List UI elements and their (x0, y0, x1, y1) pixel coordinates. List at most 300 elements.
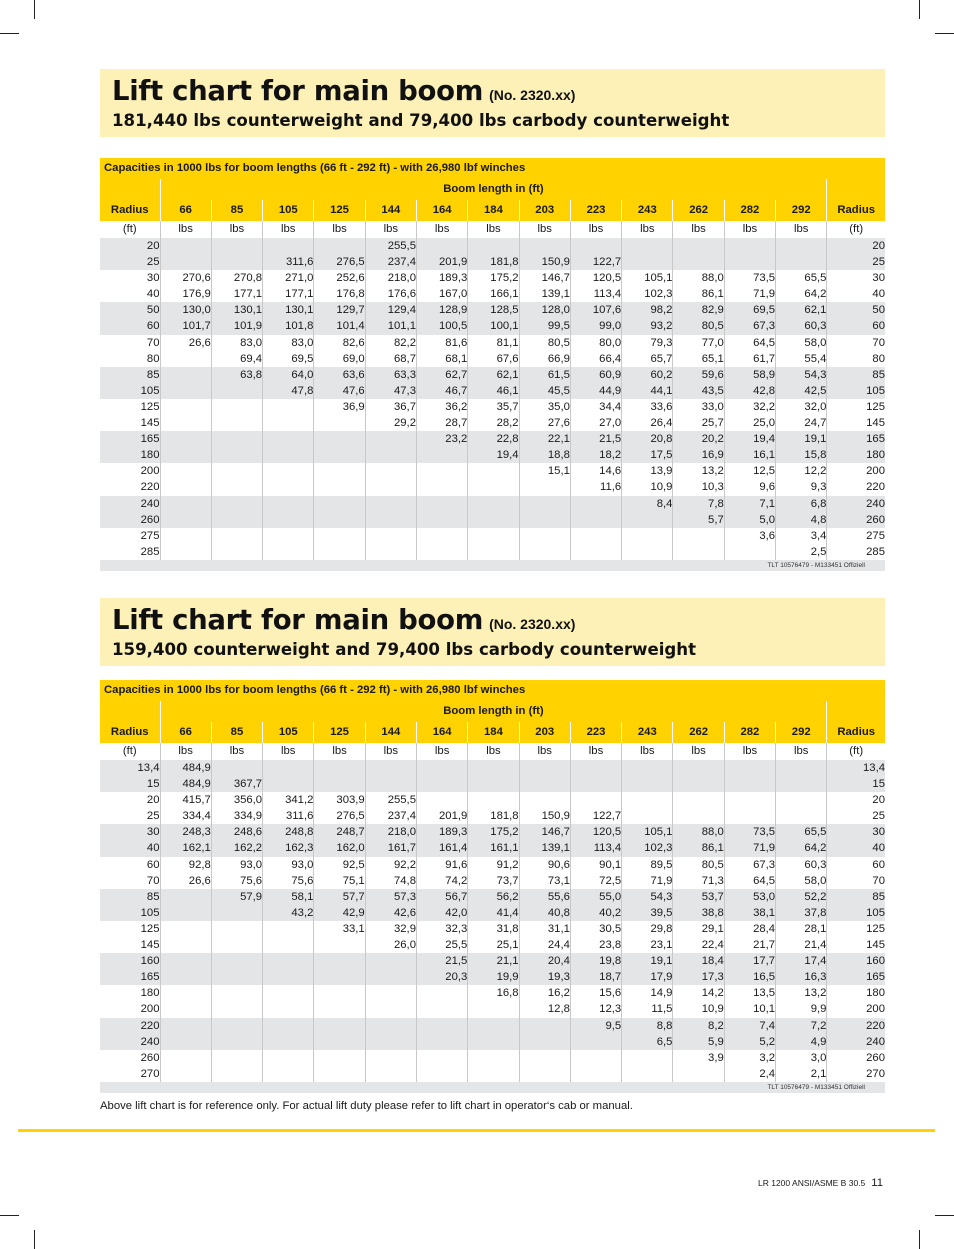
capacity-value (725, 792, 775, 808)
capacity-value (417, 496, 467, 512)
capacity-value (622, 544, 672, 560)
capacity-value (520, 1018, 570, 1034)
capacity-value: 71,3 (701, 874, 724, 887)
capacity-value: 311,6 (285, 256, 314, 269)
capacity-value (571, 496, 621, 512)
value-unit: lbs (160, 221, 211, 238)
capacity-value (212, 415, 262, 431)
capacity-cell (622, 528, 673, 560)
capacity-cell (314, 367, 365, 399)
radius-cell (827, 367, 885, 399)
capacity-value (263, 479, 313, 495)
divider-rule (18, 1129, 935, 1132)
capacity-value (161, 528, 211, 544)
capacity-cell (724, 496, 775, 528)
capacity-value (314, 415, 364, 431)
capacity-value: 19,8 (599, 955, 622, 968)
capacity-value (673, 808, 723, 824)
capacity-value: 83,0 (291, 336, 314, 349)
radius-value: 85 (146, 368, 160, 381)
capacity-value: 189,3 (439, 272, 468, 285)
capacity-cell (160, 302, 211, 334)
capacity-cell (673, 921, 724, 953)
capacity-value: 271,0 (285, 272, 314, 285)
capacity-value: 31,8 (496, 922, 519, 935)
boom-length-column-header: 144 (365, 200, 416, 221)
capacity-value: 36,7 (393, 400, 416, 413)
capacity-cell (724, 792, 775, 824)
capacity-value (673, 238, 723, 254)
radius-cell (827, 921, 885, 953)
capacity-value: 161,7 (387, 842, 416, 855)
capacity-cell (776, 335, 827, 367)
capacity-value: 3,0 (810, 1051, 827, 1064)
capacity-cell (314, 431, 365, 463)
capacity-cell (519, 270, 570, 302)
radius-value: 85 (146, 890, 160, 903)
capacity-value (725, 776, 775, 792)
table-row (100, 985, 885, 1017)
capacity-value (366, 969, 416, 985)
capacity-value (622, 792, 672, 808)
capacity-value: 19,9 (496, 971, 519, 984)
capacity-value: 5,0 (759, 513, 776, 526)
radius-cell (100, 921, 160, 953)
capacity-cell (160, 953, 211, 985)
table-row (100, 889, 885, 921)
capacity-cell (570, 1018, 621, 1050)
capacity-cell (776, 824, 827, 856)
capacity-value: 341,2 (285, 794, 314, 807)
capacity-cell (365, 238, 416, 270)
capacity-cell (570, 463, 621, 495)
capacity-value (263, 1018, 313, 1034)
capacity-cell (160, 760, 211, 792)
capacity-value: 52,2 (804, 890, 827, 903)
capacity-value: 86,1 (701, 288, 724, 301)
capacity-cell (673, 463, 724, 495)
capacity-value (571, 1066, 621, 1082)
capacity-value: 23,1 (650, 939, 673, 952)
capacity-value: 58,9 (753, 368, 776, 381)
capacity-value (161, 351, 211, 367)
capacity-value: 26,6 (188, 874, 211, 887)
capacity-cell (160, 1018, 211, 1050)
capacity-value (520, 1066, 570, 1082)
capacity-value (212, 544, 262, 560)
capacity-value: 57,7 (342, 890, 365, 903)
capacity-value (468, 1001, 518, 1017)
value-unit: lbs (570, 743, 621, 760)
capacity-value: 67,3 (753, 320, 776, 333)
capacity-value: 61,5 (547, 368, 570, 381)
capacity-value: 69,0 (342, 352, 365, 365)
radius-value: 180 (140, 987, 160, 1000)
radius-value: 40 (872, 842, 885, 855)
capacity-value: 32,9 (393, 922, 416, 935)
capacity-value: 146,7 (541, 826, 570, 839)
capacity-cell (570, 496, 621, 528)
boom-length-column-header: 282 (724, 200, 775, 221)
capacity-value: 43,5 (701, 384, 724, 397)
capacity-cell (263, 985, 314, 1017)
capacity-value (776, 760, 826, 776)
capacity-value (520, 792, 570, 808)
capacity-cell (211, 953, 262, 985)
capacity-cell (776, 302, 827, 334)
capacity-value (622, 1066, 672, 1082)
capacity-value: 86,1 (701, 842, 724, 855)
capacity-value (520, 528, 570, 544)
radius-cell (827, 760, 885, 792)
capacity-value (468, 1034, 518, 1050)
capacity-value: 484,9 (182, 762, 211, 774)
capacity-cell (673, 857, 724, 889)
capacity-value (366, 1050, 416, 1066)
capacity-cell (776, 985, 827, 1017)
capacity-value (263, 776, 313, 792)
capacity-cell (314, 1050, 365, 1082)
capacity-value: 237,4 (387, 256, 416, 269)
capacity-value (212, 905, 262, 921)
capacity-value (161, 383, 211, 399)
reference-note: Above lift chart is for reference only. For actual lift duty please refer to lift chart in operator‘s cab or manual. (100, 1100, 633, 1112)
capacity-value (263, 463, 313, 479)
capacity-value: 67,3 (753, 858, 776, 871)
capacity-value: 69,5 (291, 352, 314, 365)
capacity-table (100, 179, 885, 560)
capacity-value: 16,9 (701, 449, 724, 462)
capacity-cell (519, 824, 570, 856)
capacity-cell (622, 302, 673, 334)
capacity-value: 36,9 (342, 400, 365, 413)
capacity-cell (263, 792, 314, 824)
capacity-value: 122,7 (592, 256, 622, 269)
capacity-cell (416, 496, 467, 528)
radius-value: 20 (146, 794, 160, 807)
capacity-cell (724, 921, 775, 953)
capacity-value (366, 985, 416, 1001)
capacity-cell (160, 528, 211, 560)
capacity-value: 62,1 (496, 368, 519, 381)
capacity-value: 75,1 (342, 874, 365, 887)
capacity-value (776, 792, 826, 808)
capacity-value: 64,2 (804, 288, 827, 301)
radius-cell (827, 953, 885, 985)
capacity-value (673, 760, 723, 776)
capacity-cell (673, 792, 724, 824)
capacity-value: 23,8 (599, 939, 622, 952)
capacity-value: 40,8 (547, 906, 570, 919)
capacity-value (520, 479, 570, 495)
capacity-cell (570, 528, 621, 560)
radius-value: 60 (146, 858, 160, 871)
table-row (100, 1050, 885, 1082)
capacity-cell (416, 985, 467, 1017)
capacity-value: 42,0 (445, 906, 468, 919)
capacity-value (212, 447, 262, 463)
boom-length-column-header: 184 (468, 200, 519, 221)
capacity-value: 71,9 (753, 842, 776, 855)
capacity-value (366, 431, 416, 447)
capacity-cell (776, 463, 827, 495)
capacity-table (100, 701, 885, 1082)
capacity-value: 42,9 (342, 906, 365, 919)
capacity-value: 93,0 (291, 858, 314, 871)
capacity-value: 55,0 (599, 890, 622, 903)
radius-value: 105 (140, 384, 160, 397)
capacity-cell (468, 953, 519, 985)
radius-value: 30 (146, 826, 160, 839)
capacity-cell (673, 238, 724, 270)
capacity-value: 101,1 (387, 320, 416, 333)
capacity-value: 175,2 (490, 826, 519, 839)
capacity-value (725, 238, 775, 254)
capacity-cell (416, 367, 467, 399)
capacity-cell (468, 857, 519, 889)
capacity-cell (160, 889, 211, 921)
capacity-value (212, 528, 262, 544)
capacity-cell (263, 528, 314, 560)
capacity-value: 40,2 (599, 906, 622, 919)
radius-value: 200 (866, 1003, 885, 1016)
capacity-cell (365, 985, 416, 1017)
radius-cell (100, 824, 160, 856)
capacity-value: 54,3 (650, 890, 673, 903)
boom-length-column-header: 125 (314, 200, 365, 221)
capacity-value (161, 905, 211, 921)
capacity-value: 248,3 (182, 826, 211, 839)
capacity-value: 79,3 (650, 336, 673, 349)
capacity-value (673, 254, 723, 270)
capacity-value: 21,5 (599, 433, 622, 446)
table-row (100, 921, 885, 953)
capacity-value: 166,1 (490, 288, 519, 301)
capacity-value: 74,2 (445, 874, 468, 887)
capacity-value: 15,8 (804, 449, 827, 462)
capacity-value (161, 496, 211, 512)
capacity-value: 26,6 (188, 336, 211, 349)
radius-value: 200 (140, 1003, 160, 1016)
crop-mark (935, 1215, 954, 1216)
radius-unit: (ft) (100, 221, 160, 238)
capacity-cell (622, 335, 673, 367)
capacity-cell (314, 302, 365, 334)
capacity-cell (468, 367, 519, 399)
capacity-cell (160, 921, 211, 953)
radius-value: 70 (146, 874, 160, 887)
value-unit: lbs (724, 221, 775, 238)
capacity-cell (416, 857, 467, 889)
capacity-value (212, 1001, 262, 1017)
radius-value: 85 (872, 368, 885, 381)
radius-value: 200 (866, 465, 885, 478)
capacity-value (366, 953, 416, 969)
capacity-cell (622, 270, 673, 302)
capacity-value (314, 463, 364, 479)
capacity-value: 130,1 (285, 304, 314, 317)
capacity-value: 8,2 (708, 1019, 724, 1032)
capacity-cell (673, 431, 724, 463)
radius-cell (827, 399, 885, 431)
capacity-value (314, 1001, 364, 1017)
capacity-value (314, 238, 364, 254)
capacity-value: 10,9 (650, 481, 673, 494)
radius-cell (827, 824, 885, 856)
capacity-value: 18,7 (599, 971, 622, 984)
capacity-cell (314, 528, 365, 560)
boom-length-column-header: 125 (314, 722, 365, 743)
capacity-cell (673, 399, 724, 431)
capacity-value: 181,8 (490, 810, 519, 823)
capacity-value: 28,2 (496, 417, 519, 430)
capacity-value (212, 1066, 262, 1082)
capacity-value: 270,6 (182, 272, 211, 285)
value-unit: lbs (211, 743, 262, 760)
capacity-cell (365, 1050, 416, 1082)
capacity-cell (211, 1050, 262, 1082)
capacity-value (314, 985, 364, 1001)
capacity-cell (622, 792, 673, 824)
radius-value: 220 (140, 1019, 160, 1032)
table-row (100, 1018, 885, 1050)
capacity-value: 10,9 (701, 1003, 724, 1016)
capacity-cell (724, 463, 775, 495)
capacity-value: 201,9 (439, 810, 468, 823)
capacity-value: 17,3 (701, 971, 724, 984)
capacity-value: 71,9 (650, 874, 673, 887)
capacity-value: 25,1 (496, 939, 519, 952)
capacity-cell (468, 270, 519, 302)
radius-cell (827, 857, 885, 889)
capacity-value (212, 953, 262, 969)
capacity-cell (314, 335, 365, 367)
capacity-cell (519, 463, 570, 495)
capacity-cell (724, 399, 775, 431)
radius-value: 180 (866, 449, 885, 462)
capacity-value: 181,8 (490, 256, 519, 269)
capacity-value (161, 479, 211, 495)
crop-mark (919, 1230, 920, 1249)
radius-value: 275 (866, 529, 885, 542)
capacity-cell (570, 857, 621, 889)
header-blank (100, 701, 160, 722)
capacity-value: 80,0 (599, 336, 622, 349)
capacity-cell (724, 889, 775, 921)
capacity-cell (570, 921, 621, 953)
capacity-value (212, 1050, 262, 1066)
capacity-value: 7,8 (708, 497, 724, 510)
radius-cell (100, 760, 160, 792)
capacity-value (212, 496, 262, 512)
capacity-value: 14,6 (599, 465, 622, 478)
boom-length-column-header: 223 (570, 200, 621, 221)
capacity-cell (211, 792, 262, 824)
capacity-value (725, 760, 775, 776)
capacity-value: 56,2 (496, 890, 519, 903)
value-unit: lbs (622, 221, 673, 238)
capacity-value (622, 1050, 672, 1066)
capacity-value: 218,0 (387, 826, 416, 839)
capacity-value (314, 512, 364, 528)
capacity-cell (622, 760, 673, 792)
capacity-value: 92,8 (188, 858, 211, 871)
radius-cell (100, 792, 160, 824)
capacity-cell (622, 399, 673, 431)
capacity-value: 14,2 (701, 987, 724, 1000)
capacity-cell (468, 921, 519, 953)
radius-value: 180 (866, 987, 885, 1000)
capacity-cell (724, 367, 775, 399)
capacity-cell (519, 1050, 570, 1082)
capacity-value: 177,1 (233, 288, 263, 301)
capacity-value: 65,5 (804, 826, 827, 839)
capacity-cell (263, 270, 314, 302)
capacity-cell (724, 1018, 775, 1050)
capacity-value: 248,8 (285, 826, 314, 839)
boom-length-column-header: 243 (622, 200, 673, 221)
radius-value: 125 (140, 400, 160, 413)
radius-cell (100, 238, 160, 270)
capacity-value: 58,1 (291, 890, 314, 903)
capacity-value: 12,8 (547, 1003, 570, 1016)
capacity-value: 10,1 (753, 1003, 776, 1016)
capacity-value (520, 776, 570, 792)
radius-value: 60 (872, 858, 885, 871)
capacity-value: 9,9 (810, 1003, 827, 1016)
capacity-cell (622, 857, 673, 889)
capacity-value: 15,1 (547, 465, 570, 478)
table-row (100, 431, 885, 463)
capacity-value: 120,5 (592, 272, 622, 285)
capacity-value (468, 776, 518, 792)
capacity-cell (468, 889, 519, 921)
capacity-value: 80,5 (701, 858, 724, 871)
capacity-value: 57,9 (240, 890, 263, 903)
capacity-cell (365, 857, 416, 889)
table-row (100, 367, 885, 399)
capacity-value: 130,1 (233, 304, 263, 317)
capacity-cell (622, 1018, 673, 1050)
capacity-value (314, 760, 364, 776)
capacity-value: 12,5 (753, 465, 776, 478)
capacity-cell (776, 792, 827, 824)
table-row (100, 463, 885, 495)
capacity-value: 27,6 (547, 417, 570, 430)
capacity-value (314, 953, 364, 969)
capacity-cell (263, 431, 314, 463)
capacity-value: 44,9 (599, 384, 622, 397)
capacity-cell (673, 824, 724, 856)
capacity-value (314, 496, 364, 512)
capacity-value: 102,3 (644, 288, 673, 301)
capacity-value (468, 496, 518, 512)
capacity-value: 3,9 (708, 1051, 724, 1064)
capacity-value: 105,1 (644, 826, 673, 839)
capacity-cell (622, 463, 673, 495)
capacity-cell (776, 367, 827, 399)
capacity-value: 356,0 (233, 794, 263, 807)
capacity-value: 59,6 (701, 368, 724, 381)
radius-cell (827, 496, 885, 528)
capacity-value (571, 544, 621, 560)
capacity-cell (724, 824, 775, 856)
capacities-caption: Capacities in 1000 lbs for boom lengths (66 ft - 292 ft) - with 26,980 lbf winches (100, 158, 885, 179)
capacity-cell (570, 985, 621, 1017)
capacity-value (520, 238, 570, 254)
radius-cell (100, 463, 160, 495)
capacity-value: 73,5 (753, 272, 776, 285)
